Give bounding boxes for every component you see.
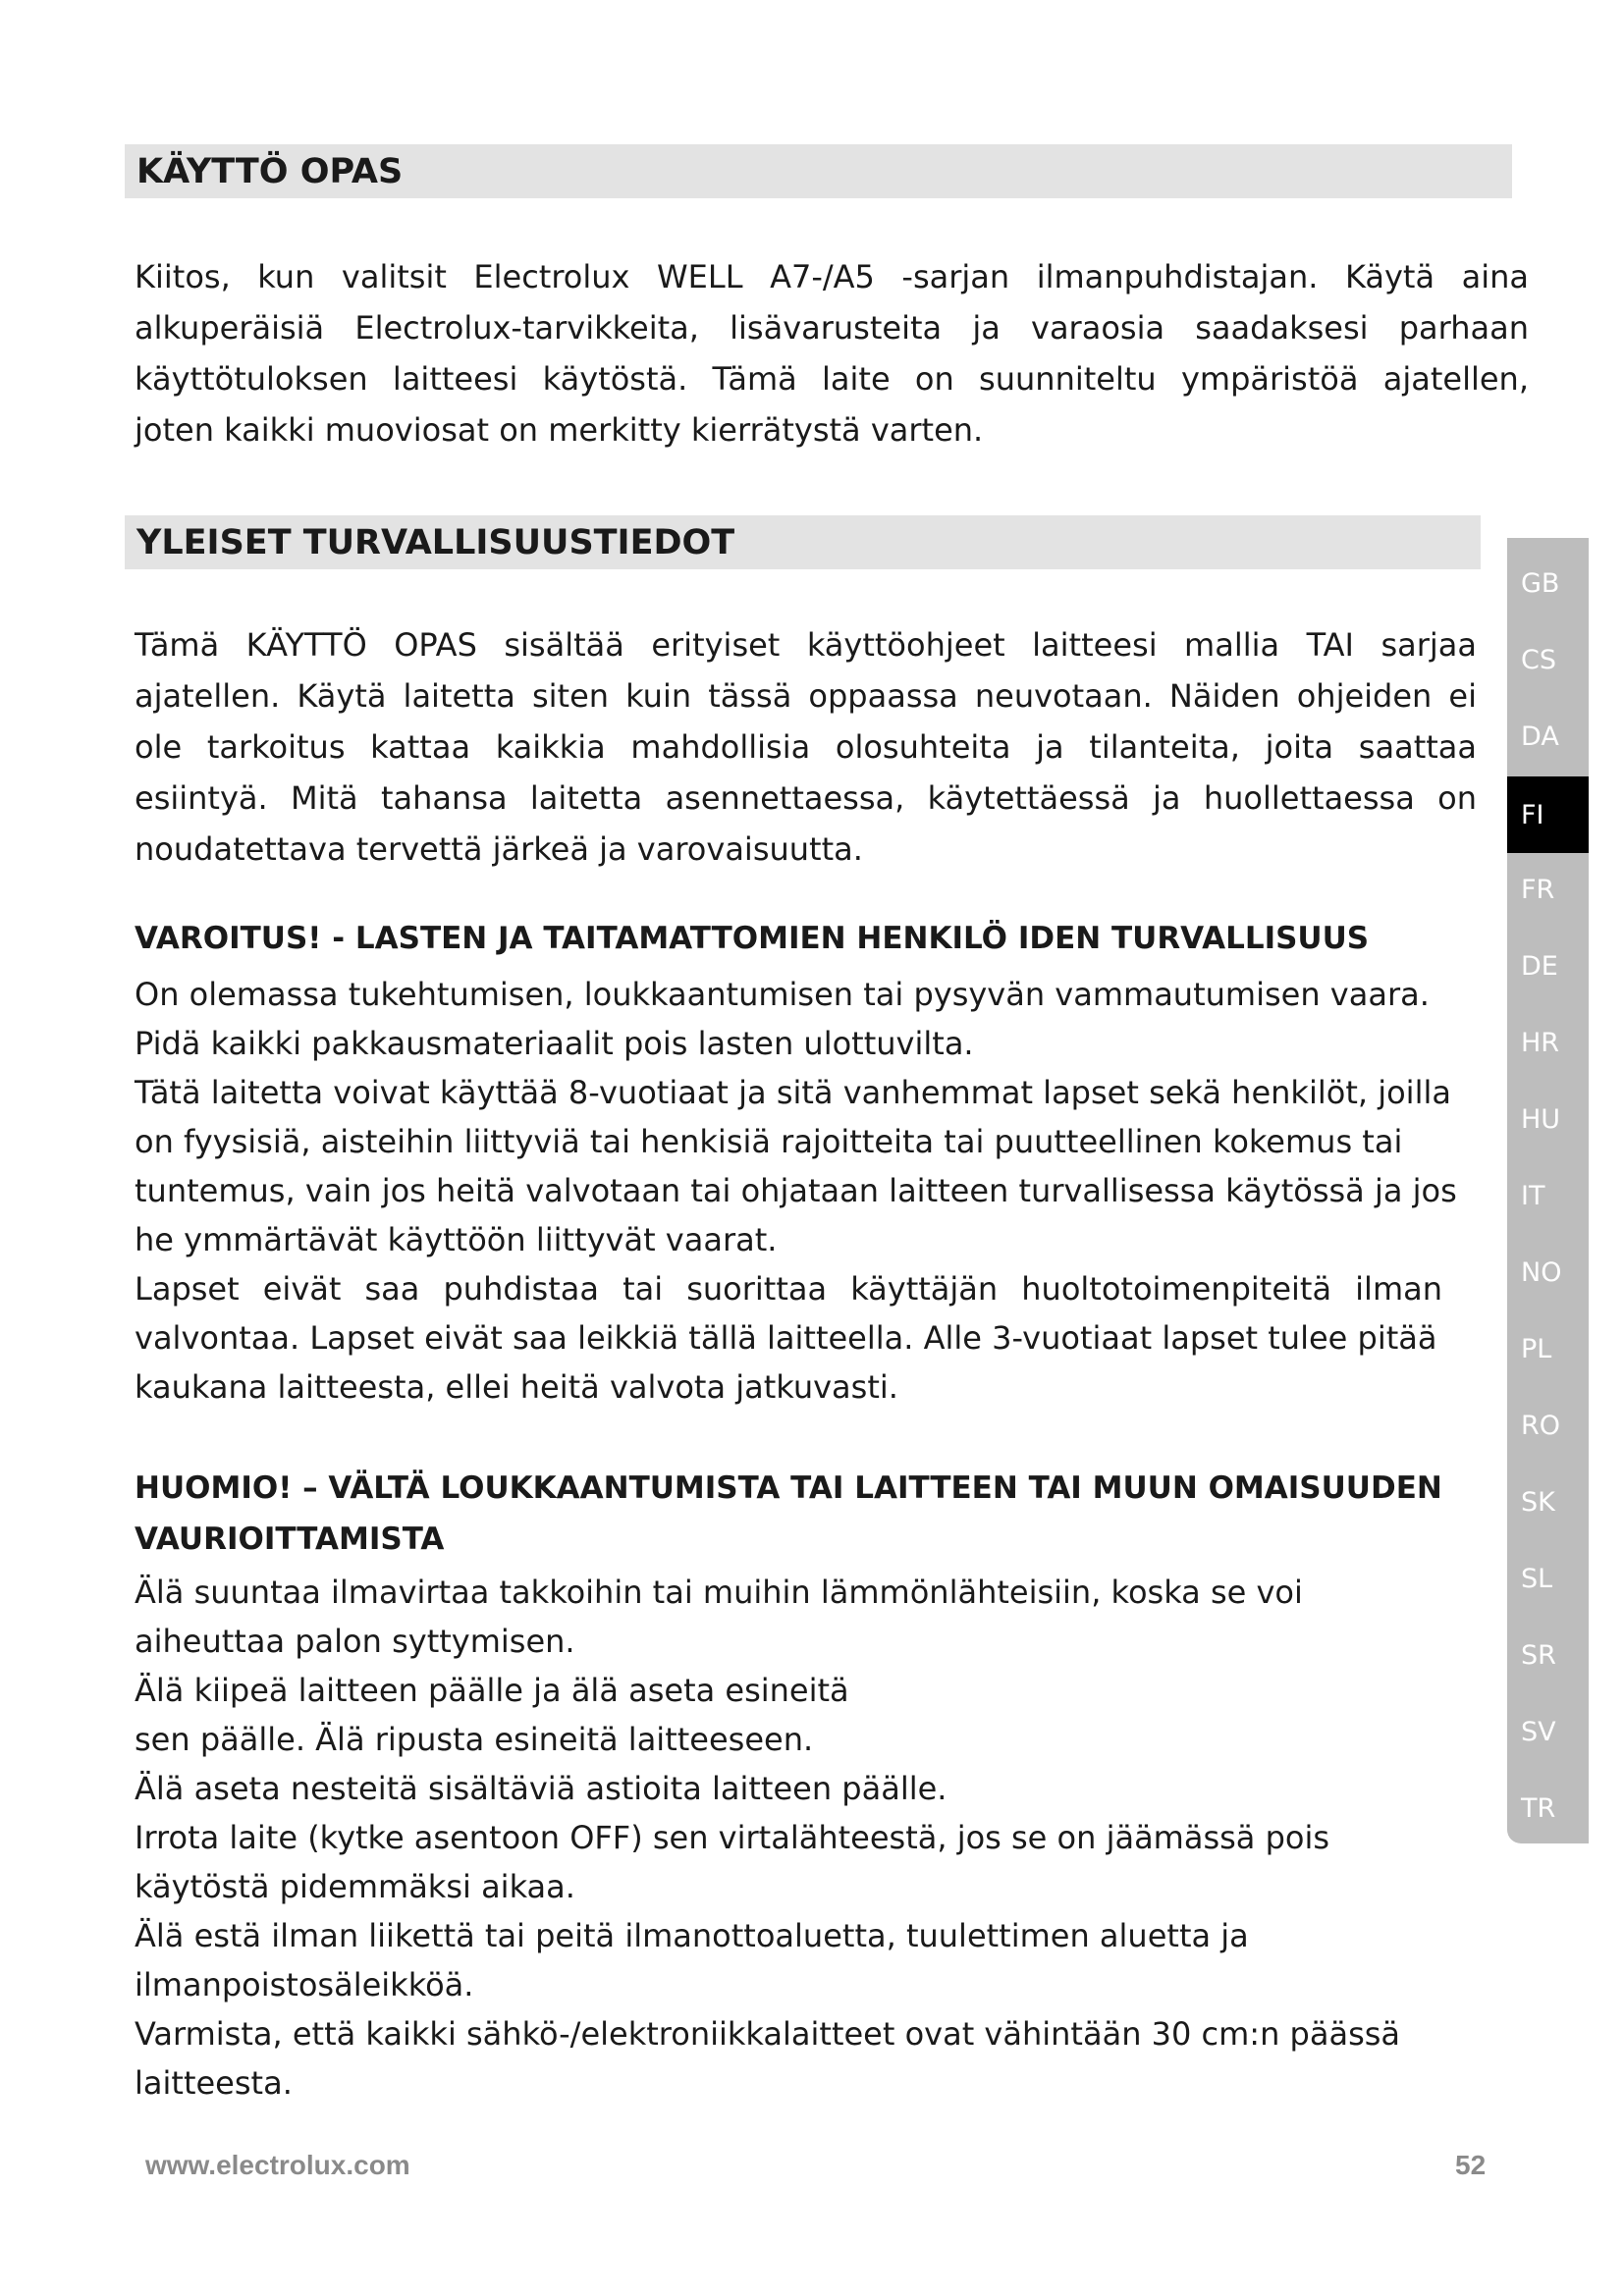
warning-children-heading: VAROITUS! - LASTEN JA TAITAMATTOMIEN HENKILÖ IDEN TURVALLISUUS (135, 921, 1370, 956)
caution-damage-body (135, 1568, 1489, 2108)
safety-intro-paragraph (135, 619, 1477, 875)
section-title-safety: YLEISET TURVALLISUUSTIEDOT (136, 522, 735, 562)
language-tab-sl[interactable]: SL (1521, 1563, 1553, 1594)
section-header-manual (125, 144, 1512, 198)
warning-children-body (135, 970, 1489, 1412)
warning-line: he ymmärtävät käyttöön liittyvät vaarat. (135, 1221, 778, 1258)
caution-heading-line: VAURIOITTAMISTA (135, 1522, 445, 1557)
language-tab-no[interactable]: NO (1521, 1256, 1562, 1288)
language-tab-fi[interactable]: FI (1507, 776, 1589, 853)
language-tab-sk[interactable]: SK (1521, 1486, 1555, 1518)
safety-intro-line: Tämä KÄYTTÖ OPAS sisältää erityiset käyttöohjeet laitteesi mallia TAI sarjaa (135, 626, 1477, 664)
caution-line: Älä suuntaa ilmavirtaa takkoihin tai muihin lämmönlähteisiin, koska se voi (135, 1574, 1303, 1611)
language-tab-hr[interactable]: HR (1521, 1027, 1560, 1058)
intro-line: joten kaikki muoviosat on merkitty kierrätystä varten. (135, 411, 984, 449)
language-tab-tr[interactable]: TR (1521, 1792, 1556, 1824)
warning-line: valvontaa. Lapset eivät saa leikkiä tällä laitteella. Alle 3-vuotiaat lapset tulee pitää (135, 1319, 1437, 1357)
intro-paragraph (135, 251, 1529, 455)
language-tab-hu[interactable]: HU (1521, 1103, 1561, 1135)
safety-intro-line: esiintyä. Mitä tahansa laitetta asennettaessa, käytettäessä ja huollettaessa on (135, 779, 1477, 817)
warning-line: kaukana laitteesta, ellei heitä valvota jatkuvasti. (135, 1368, 898, 1406)
language-tab-de[interactable]: DE (1521, 950, 1558, 982)
safety-intro-line: ajatellen. Käytä laitetta siten kuin tässä oppaassa neuvotaan. Näiden ohjeiden ei (135, 677, 1477, 715)
warning-line: On olemassa tukehtumisen, loukkaantumisen tai pysyvän vammautumisen vaara. (135, 976, 1430, 1013)
caution-line: Irrota laite (kytke asentoon OFF) sen virtalähteestä, jos se on jäämässä pois (135, 1819, 1330, 1856)
caution-line: laitteesta. (135, 2064, 293, 2102)
warning-line: Lapset eivät saa puhdistaa tai suorittaa käyttäjän huoltotoimenpiteitä ilman (135, 1270, 1442, 1308)
language-tab-it[interactable]: IT (1521, 1180, 1545, 1211)
warning-line: Pidä kaikki pakkausmateriaalit pois lasten ulottuvilta. (135, 1025, 974, 1062)
caution-line: Varmista, että kaikki sähkö-/elektroniikkalaitteet ovat vähintään 30 cm:n päässä (135, 2015, 1401, 2053)
caution-line: Älä aseta nesteitä sisältäviä astioita laitteen päälle. (135, 1770, 947, 1807)
intro-line: Kiitos, kun valitsit Electrolux WELL A7-/A5 -sarjan ilmanpuhdistajan. Käytä aina (135, 258, 1529, 295)
language-tab-pl[interactable]: PL (1521, 1333, 1552, 1364)
intro-line: alkuperäisiä Electrolux-tarvikkeita, lisävarusteita ja varaosia saadaksesi parhaan (135, 309, 1529, 347)
safety-intro-line: noudatettava tervettä järkeä ja varovaisuutta. (135, 830, 863, 868)
language-tab-ro[interactable]: RO (1521, 1410, 1561, 1441)
language-tab-cs[interactable]: CS (1521, 644, 1556, 675)
caution-line: sen päälle. Älä ripusta esineitä laitteeseen. (135, 1721, 814, 1758)
warning-line: on fyysisiä, aisteihin liittyviä tai henkisiä rajoitteita tai puutteellinen kokemus tai (135, 1123, 1403, 1160)
caution-line: Älä kiipeä laitteen päälle ja älä aseta esineitä (135, 1672, 849, 1709)
safety-intro-line: ole tarkoitus kattaa kaikkia mahdollisia olosuhteita ja tilanteita, joita saattaa (135, 728, 1477, 766)
caution-heading-line: HUOMIO! – VÄLTÄ LOUKKAANTUMISTA TAI LAITTEEN TAI MUUN OMAISUUDEN (135, 1470, 1442, 1506)
language-tab-strip (1507, 538, 1589, 1843)
footer-url: www.electrolux.com (145, 2150, 410, 2180)
language-tab-sv[interactable]: SV (1521, 1716, 1556, 1747)
language-tab-da[interactable]: DA (1521, 721, 1559, 752)
warning-line: Tätä laitetta voivat käyttää 8-vuotiaat ja sitä vanhemmat lapset sekä henkilöt, joilla (135, 1074, 1451, 1111)
caution-line: aiheuttaa palon syttymisen. (135, 1623, 575, 1660)
language-tab-gb[interactable]: GB (1521, 567, 1560, 599)
caution-line: Älä estä ilman liikettä tai peitä ilmanottoaluetta, tuulettimen aluetta ja (135, 1917, 1249, 1954)
language-tab-sr[interactable]: SR (1521, 1639, 1556, 1671)
section-title-manual: KÄYTTÖ OPAS (136, 151, 404, 191)
language-tab-fr[interactable]: FR (1521, 874, 1555, 905)
intro-line: käyttötuloksen laitteesi käytöstä. Tämä laite on suunniteltu ympäristöä ajatellen, (135, 360, 1529, 398)
caution-line: ilmanpoistosäleikköä. (135, 1966, 474, 2003)
caution-line: käytöstä pidemmäksi aikaa. (135, 1868, 575, 1905)
section-header-safety (125, 515, 1481, 569)
caution-damage-heading (135, 1463, 1489, 1565)
page-number: 52 (1455, 2150, 1487, 2180)
warning-line: tuntemus, vain jos heitä valvotaan tai ohjataan laitteen turvallisessa käytössä ja jos (135, 1172, 1457, 1209)
